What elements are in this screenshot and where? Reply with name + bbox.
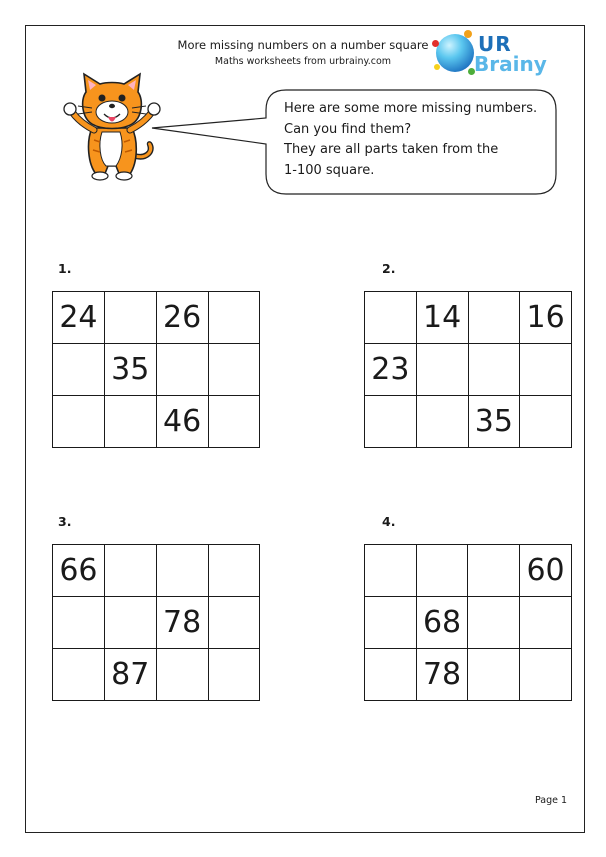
logo-text-ur: UR bbox=[478, 32, 512, 56]
grid-cell[interactable]: 68 bbox=[416, 597, 468, 649]
grid-cell[interactable] bbox=[468, 344, 520, 396]
logo-dot-yellow bbox=[434, 64, 440, 70]
grid-cell[interactable] bbox=[208, 344, 259, 396]
logo-globe-icon bbox=[436, 34, 474, 72]
question-2-label: 2. bbox=[382, 261, 396, 276]
bubble-line: Here are some more missing numbers. bbox=[284, 101, 538, 116]
grid-cell[interactable] bbox=[104, 292, 156, 344]
grid-cell[interactable] bbox=[208, 396, 259, 448]
grid-cell[interactable] bbox=[416, 545, 468, 597]
grid-cell[interactable] bbox=[104, 396, 156, 448]
grid-cell[interactable] bbox=[468, 597, 520, 649]
bubble-line: 1-100 square. bbox=[284, 162, 375, 178]
grid-cell[interactable]: 78 bbox=[416, 649, 468, 701]
bubble-line: Can you find them? bbox=[284, 121, 412, 137]
grid-cell[interactable] bbox=[416, 396, 468, 448]
grid-cell[interactable]: 23 bbox=[365, 344, 417, 396]
grid-row bbox=[365, 597, 572, 649]
logo-dot-orange bbox=[464, 30, 472, 38]
grid-row bbox=[53, 545, 260, 597]
grid-row bbox=[365, 396, 572, 448]
grid-cell[interactable]: 26 bbox=[156, 292, 208, 344]
grid-cell[interactable]: 60 bbox=[520, 545, 572, 597]
grid-cell[interactable] bbox=[520, 396, 572, 448]
grid-cell[interactable] bbox=[520, 344, 572, 396]
logo-dot-red bbox=[432, 40, 439, 47]
grid-cell[interactable]: 16 bbox=[520, 292, 572, 344]
grid-cell[interactable] bbox=[520, 597, 572, 649]
grid-cell[interactable] bbox=[365, 292, 417, 344]
urbrainy-logo bbox=[432, 30, 550, 80]
worksheet-title: More missing numbers on a number square bbox=[177, 38, 429, 52]
grid-cell[interactable]: 87 bbox=[104, 649, 156, 701]
grid-cell[interactable] bbox=[53, 597, 105, 649]
grid-cell[interactable] bbox=[365, 649, 417, 701]
question-4-label: 4. bbox=[382, 514, 396, 529]
grid-cell[interactable] bbox=[156, 344, 208, 396]
speech-bubble-text bbox=[284, 99, 554, 181]
grid-cell[interactable] bbox=[208, 649, 259, 701]
grid-row bbox=[53, 396, 260, 448]
grid-cell[interactable]: 24 bbox=[53, 292, 105, 344]
grid-cell[interactable]: 78 bbox=[156, 597, 208, 649]
grid-cell[interactable] bbox=[468, 649, 520, 701]
number-grid-1 bbox=[52, 291, 260, 448]
grid-cell[interactable] bbox=[468, 545, 520, 597]
grid-cell[interactable] bbox=[104, 545, 156, 597]
grid-cell[interactable] bbox=[468, 292, 520, 344]
grid-row bbox=[365, 545, 572, 597]
number-grid-2 bbox=[364, 291, 572, 448]
grid-cell[interactable] bbox=[53, 649, 105, 701]
grid-cell[interactable] bbox=[365, 396, 417, 448]
grid-row bbox=[53, 649, 260, 701]
orange-cat-icon bbox=[56, 70, 168, 182]
worksheet-subtitle: Maths worksheets from urbrainy.com bbox=[214, 56, 392, 67]
grid-cell[interactable] bbox=[416, 344, 468, 396]
number-grid-4 bbox=[364, 544, 572, 701]
grid-cell[interactable] bbox=[104, 597, 156, 649]
number-grid-3 bbox=[52, 544, 260, 701]
grid-row bbox=[365, 649, 572, 701]
grid-cell[interactable]: 66 bbox=[53, 545, 105, 597]
grid-row bbox=[53, 597, 260, 649]
question-1-label: 1. bbox=[58, 261, 72, 276]
question-3-label: 3. bbox=[58, 514, 72, 529]
grid-row bbox=[53, 292, 260, 344]
grid-cell[interactable] bbox=[365, 597, 417, 649]
grid-cell[interactable] bbox=[156, 545, 208, 597]
grid-cell[interactable] bbox=[208, 545, 259, 597]
grid-cell[interactable] bbox=[520, 649, 572, 701]
grid-cell[interactable] bbox=[156, 649, 208, 701]
grid-row bbox=[365, 292, 572, 344]
bubble-line: They are all parts taken from the bbox=[284, 142, 499, 157]
page-number: Page 1 bbox=[535, 795, 568, 806]
grid-row bbox=[365, 344, 572, 396]
grid-row bbox=[53, 344, 260, 396]
grid-cell[interactable] bbox=[365, 545, 417, 597]
grid-cell[interactable]: 35 bbox=[104, 344, 156, 396]
grid-cell[interactable] bbox=[208, 292, 259, 344]
grid-cell[interactable]: 46 bbox=[156, 396, 208, 448]
grid-cell[interactable] bbox=[53, 396, 105, 448]
grid-cell[interactable]: 14 bbox=[416, 292, 468, 344]
logo-text-brainy: Brainy bbox=[474, 52, 547, 76]
grid-cell[interactable]: 35 bbox=[468, 396, 520, 448]
grid-cell[interactable] bbox=[53, 344, 105, 396]
grid-cell[interactable] bbox=[208, 597, 259, 649]
